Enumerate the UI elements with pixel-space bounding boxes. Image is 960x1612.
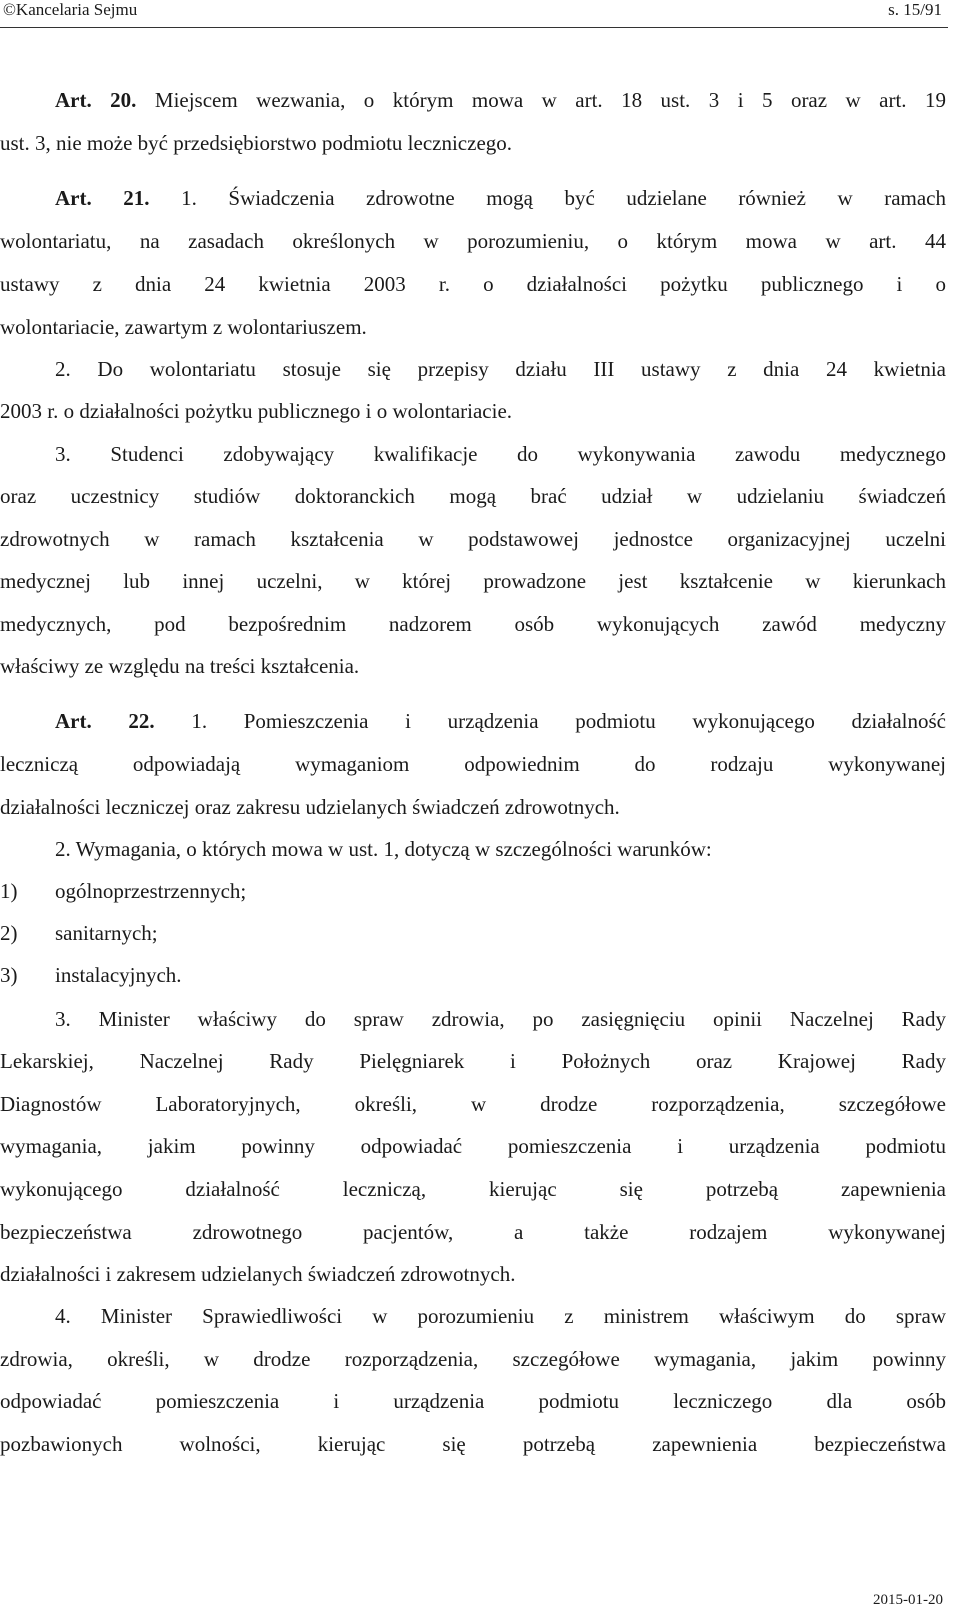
- header-source: ©Kancelaria Sejmu: [3, 0, 138, 19]
- art21-p3-line-2: oraz uczestnicy studiów doktoranckich mogą brać udział w udzielaniu świadczeń: [0, 484, 946, 508]
- art21-p3-line-1: 3. Studenci zdobywający kwalifikacje do wykonywania zawodu medycznego: [55, 442, 946, 466]
- art21-p1-line-3: ustawy z dnia 24 kwietnia 2003 r. o działalności pożytku publicznego i o: [0, 272, 946, 296]
- art21-p3-line-3: zdrowotnych w ramach kształcenia w podstawowej jednostce organizacyjnej uczelni: [0, 527, 946, 551]
- art22-p2-line-1: 2. Wymagania, o których mowa w ust. 1, dotyczą w szczególności warunków:: [55, 837, 712, 861]
- art22-p3-line-4: wymagania, jakim powinny odpowiadać pomieszczenia i urządzenia podmiotu: [0, 1134, 946, 1158]
- art21-p3-line-6: właściwy ze względu na treści kształcenia.: [0, 654, 360, 678]
- list-item: 1) ogólnoprzestrzennych;: [0, 879, 247, 903]
- art20-line-1: Art. 20. Miejscem wezwania, o którym mowa w art. 18 ust. 3 i 5 oraz w art. 19: [55, 88, 946, 112]
- art21-p1-line-1: Art. 21. 1. Świadczenia zdrowotne mogą być udzielane również w ramach: [55, 186, 947, 210]
- art21-p2-line-1: 2. Do wolontariatu stosuje się przepisy działu III ustawy z dnia 24 kwietnia: [55, 357, 946, 381]
- art22-p4-line-4: pozbawionych wolności, kierując się potrzebą zapewnienia bezpieczeństwa: [0, 1432, 946, 1456]
- art22-p3-line-7: działalności i zakresem udzielanych świadczeń zdrowotnych.: [0, 1262, 516, 1286]
- art22-p1-line-1: Art. 22. 1. Pomieszczenia i urządzenia podmiotu wykonującego działalność: [55, 709, 946, 733]
- art22-p3-line-3: Diagnostów Laboratoryjnych, określi, w drodze rozporządzenia, szczegółowe: [0, 1092, 946, 1116]
- art22-p4-line-3: odpowiadać pomieszczenia i urządzenia podmiotu leczniczego dla osób: [0, 1389, 946, 1413]
- art21-label: Art. 21.: [55, 186, 150, 210]
- list-item: 2) sanitarnych;: [0, 921, 158, 945]
- art22-p1-line-2: leczniczą odpowiadają wymaganiom odpowiednim do rodzaju wykonywanej: [0, 752, 946, 776]
- art21-p3-line-5: medycznych, pod bezpośrednim nadzorem osób wykonujących zawód medyczny: [0, 612, 946, 636]
- art22-p1-line-3: działalności leczniczej oraz zakresu udzielanych świadczeń zdrowotnych.: [0, 795, 620, 819]
- art22-p3-line-6: bezpieczeństwa zdrowotnego pacjentów, a także rodzajem wykonywanej: [0, 1220, 946, 1244]
- art22-p4-line-1: 4. Minister Sprawiedliwości w porozumieniu z ministrem właściwym do spraw: [55, 1304, 946, 1328]
- art22-p3-line-2: Lekarskiej, Naczelnej Rady Pielęgniarek i Położnych oraz Krajowej Rady: [0, 1049, 946, 1073]
- art22-label: Art. 22.: [55, 709, 155, 733]
- art22-p3-line-5: wykonującego działalność leczniczą, kierując się potrzebą zapewnienia: [0, 1177, 946, 1201]
- list-item: 3) instalacyjnych.: [0, 963, 182, 987]
- art21-p1-line-2: wolontariatu, na zasadach określonych w porozumieniu, o którym mowa w art. 44: [0, 229, 946, 253]
- art21-p1-line-4: wolontariacie, zawartym z wolontariuszem.: [0, 315, 367, 339]
- art21-p2-line-2: 2003 r. o działalności pożytku publicznego i o wolontariacie.: [0, 399, 513, 423]
- art20-label: Art. 20.: [55, 88, 137, 112]
- art20-line-2: ust. 3, nie może być przedsiębiorstwo podmiotu leczniczego.: [0, 131, 513, 155]
- header-page-number: s. 15/91: [888, 0, 942, 19]
- page-header: [0, 0, 960, 28]
- art21-p3-line-4: medycznej lub innej uczelni, w której prowadzone jest kształcenie w kierunkach: [0, 569, 946, 593]
- header-divider: [0, 27, 948, 28]
- footer-date: 2015-01-20: [873, 1592, 943, 1608]
- art22-p3-line-1: 3. Minister właściwy do spraw zdrowia, po zasięgnięciu opinii Naczelnej Rady: [55, 1007, 946, 1031]
- art22-p4-line-2: zdrowia, określi, w drodze rozporządzenia, szczegółowe wymagania, jakim powinny: [0, 1347, 946, 1371]
